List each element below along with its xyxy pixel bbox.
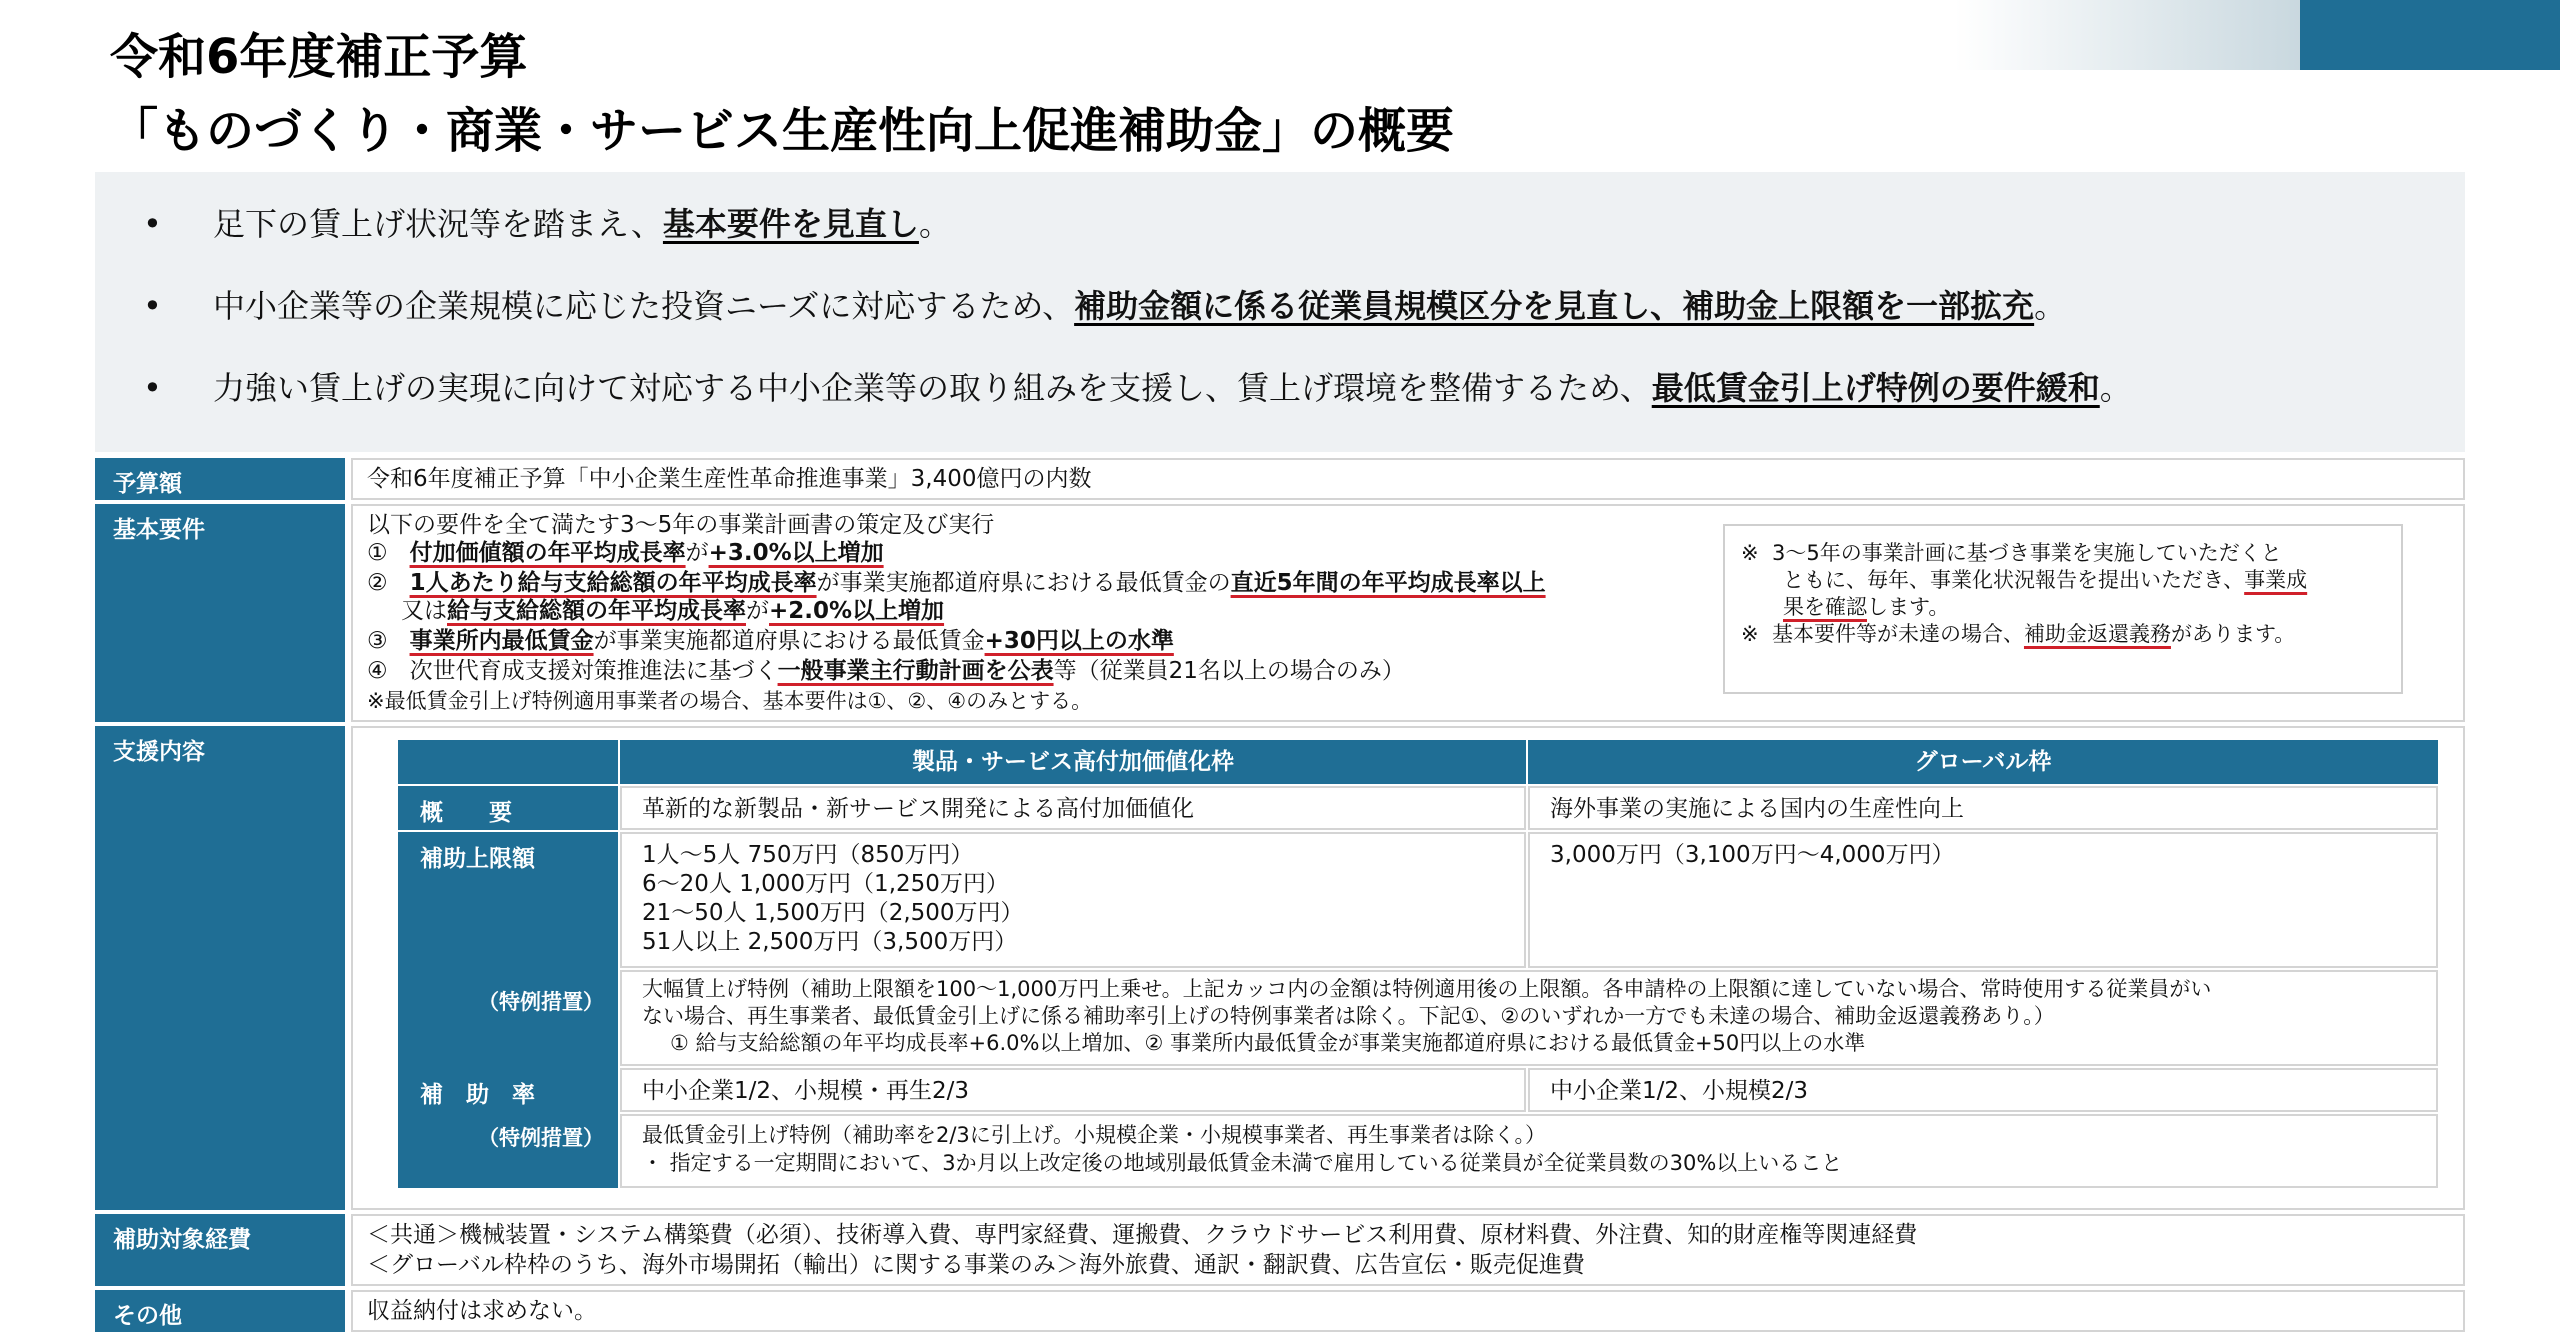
limit-label: 補助上限額 (420, 846, 535, 872)
support-row (95, 726, 2465, 1210)
expenses-content (351, 1214, 2465, 1286)
expenses-row (95, 1214, 2465, 1286)
bullet-dot: • (143, 205, 162, 243)
requirement-2: ② 1人あたり給与支給総額の年平均成長率が事業実施都道府県における最低賃金の直近5年間の年平均成長率以上 (367, 570, 1546, 596)
title-line-1: 令和6年度補正予算 (110, 29, 528, 85)
requirements-label: 基本要件 (95, 504, 345, 722)
other-row (95, 1290, 2465, 1332)
limit-item: 51人以上 2,500万円（3,500万円） (642, 929, 1018, 955)
note-1-line-3: 果を確認します。 (1783, 595, 1950, 619)
limit-col1 (620, 832, 1526, 968)
other-text: 収益納付は求めない。 (367, 1298, 597, 1324)
summary-bullet-1: • 足下の賃上げ状況等を踏まえ、基本要件を見直し。 (143, 205, 951, 243)
expenses-line-1: ＜共通＞機械装置・システム構築費（必須）、技術導入費、専門家経費、運搬費、クラウドサービス利用費、原材料費、外注費、知的財産権等関連経費 (367, 1222, 1918, 1248)
support-inner-table (398, 740, 2438, 1200)
requirements-note-box (1723, 524, 2403, 694)
overview-label: 概 要 (398, 786, 618, 830)
bullet-dot: • (143, 287, 162, 325)
summary-panel (95, 172, 2465, 452)
rate-special-text: 最低賃金引上げ特例（補助率を2/3に引上げ。小規模企業・小規模事業者、再生事業者は除く。） ・ 指定する一定期間において、3か月以上改定後の地域別最低賃金未満で雇用している従業員が全従業員数の30%以上いること (620, 1114, 2438, 1188)
note-1-line-2: ともに、毎年、事業化状況報告を提出いただき、事業成 (1783, 568, 2308, 592)
budget-content (351, 458, 2465, 500)
limit-item: 1人～5人 750万円（850万円） (642, 842, 974, 868)
note-2: ※ 基本要件等が未達の場合、補助金返還義務があります。 (1741, 622, 2296, 646)
requirement-1: ① 付加価値額の年平均成長率が+3.0%以上増加 (367, 540, 884, 566)
rate-col2: 中小企業1/2、小規模2/3 (1528, 1068, 2438, 1112)
limit-special-label: （特例措置） (478, 990, 604, 1014)
requirement-2b: 又は給与支給総額の年平均成長率が+2.0%以上増加 (401, 598, 945, 624)
header-accent-bar (2300, 0, 2560, 70)
summary-bullet-3: • 力強い賃上げの実現に向けて対応する中小企業等の取り組みを支援し、賃上げ環境を整備するため、最低賃金引上げ特例の要件緩和。 (143, 369, 2132, 407)
requirements-footnote: ※最低賃金引上げ特例適用事業者の場合、基本要件は①、②、④のみとする。 (367, 689, 1093, 713)
limit-col2: 3,000万円（3,100万円～4,000万円） (1528, 832, 2438, 968)
page-title (110, 20, 1454, 168)
overview-col2: 海外事業の実施による国内の生産性向上 (1528, 786, 2438, 830)
rate-special-label: （特例措置） (478, 1126, 604, 1150)
summary-emphasis: 補助金額に係る従業員規模区分を見直し、補助金上限額を一部拡充 (1074, 287, 2035, 325)
expenses-label: 補助対象経費 (95, 1214, 345, 1286)
budget-label: 予算額 (95, 458, 345, 500)
expenses-line-2: ＜グローバル枠枠のうち、海外市場開拓（輸出）に関する事業のみ＞海外旅費、通訳・翻訳費、広告宣伝・販売促進費 (367, 1252, 1585, 1278)
inner-header-blank (398, 740, 618, 784)
budget-text: 令和6年度補正予算「中小企業生産性革命推進事業」3,400億円の内数 (367, 466, 1092, 492)
limit-item: 21～50人 1,500万円（2,500万円） (642, 900, 1024, 926)
summary-bullet-2: • 中小企業等の企業規模に応じた投資ニーズに対応するため、補助金額に係る従業員規模区分を見直し、補助金上限額を一部拡充。 (143, 287, 2067, 325)
rate-label: 補 助 率 (420, 1082, 535, 1108)
requirements-row (95, 504, 2465, 722)
requirements-intro: 以下の要件を全て満たす3～5年の事業計画書の策定及び実行 (367, 512, 995, 538)
col1-header: 製品・サービス高付加価値化枠 (620, 740, 1526, 784)
requirements-content (351, 504, 2465, 722)
rate-label-cell (398, 1068, 618, 1188)
support-content (351, 726, 2465, 1210)
other-label: その他 (95, 1290, 345, 1332)
other-content (351, 1290, 2465, 1332)
rate-col1: 中小企業1/2、小規模・再生2/3 (620, 1068, 1526, 1112)
bullet-dot: • (143, 369, 162, 407)
overview-col1: 革新的な新製品・新サービス開発による高付加価値化 (620, 786, 1526, 830)
support-label: 支援内容 (95, 726, 345, 1210)
note-1-line-1: ※ 3～5年の事業計画に基づき事業を実施していただくと (1741, 541, 2282, 565)
budget-row (95, 458, 2465, 500)
col2-header: グローバル枠 (1528, 740, 2438, 784)
requirement-4: ④ 次世代育成支援対策推進法に基づく一般事業主行動計画を公表等（従業員21名以上の場合のみ） (367, 658, 1405, 684)
special-measure-text: 大幅賃上げ特例（補助上限額を100～1,000万円上乗せ。上記カッコ内の金額は特例適用後の上限額。各申請枠の上限額に達していない場合、常時使用する従業員がい ない場合、再生事業者、最低賃金引上げに係る補助率引上げの特例事業者は除く。下記①、②のいずれか一方でも未達の場合、補助金返還義務あり。） ① 給与支給総額の年平均成長率+6.0%以上増加、② 事業所内最低賃金が事業実施都道府県における最低賃金+50円以上の水準 (620, 970, 2438, 1066)
limit-item: 6～20人 1,000万円（1,250万円） (642, 871, 1009, 897)
title-line-2: 「ものづくり・商業・サービス生産性向上促進補助金」の概要 (110, 103, 1455, 159)
summary-emphasis: 基本要件を見直し (662, 205, 919, 243)
header-gradient-decoration (1955, 0, 2300, 70)
summary-emphasis: 最低賃金引上げ特例の要件緩和 (1651, 369, 2100, 407)
requirement-3: ③ 事業所内最低賃金が事業実施都道府県における最低賃金+30円以上の水準 (367, 628, 1174, 654)
